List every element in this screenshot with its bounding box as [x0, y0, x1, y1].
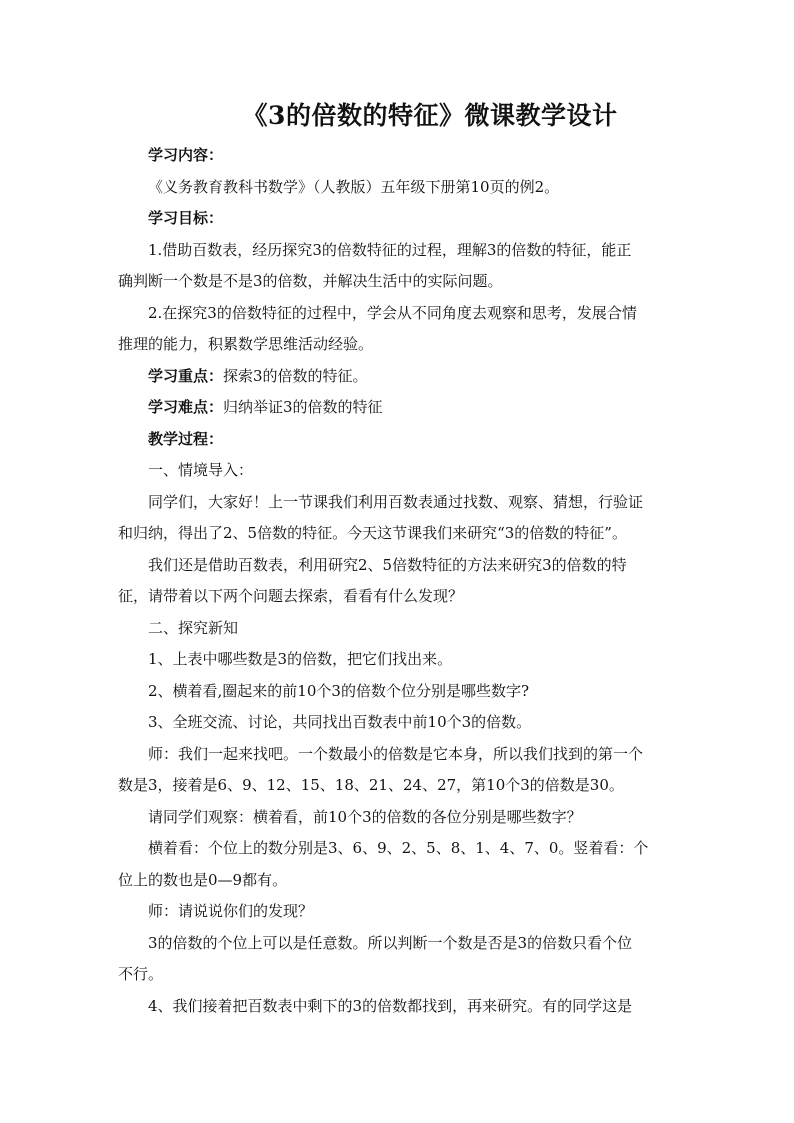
- conclusion-line-2: 不行。: [118, 965, 164, 983]
- content-heading: 学习内容：: [148, 146, 224, 164]
- difficulty-text: 归纳举证3的倍数的特征: [223, 398, 383, 416]
- teacher-2: 师：请说说你们的发现？: [148, 902, 314, 920]
- question-3: 3、全班交流、讨论，共同找出百数表中前10个3的倍数。: [148, 713, 532, 731]
- conclusion-line-1: 3的倍数的个位上可以是任意数。所以判断一个数是否是3的倍数只看个位: [148, 933, 633, 952]
- teacher-1-line-2: 数是3，接着是6、9、12、15、18、21、24、27，第10个3的倍数是30。: [118, 776, 624, 794]
- goal-2-line-2: 推理的能力，积累数学思维活动经验。: [118, 335, 374, 353]
- teacher-1-line-1: 师：我们一起来找吧。一个数最小的倍数是它本身，所以我们找到的第一个: [148, 744, 644, 763]
- key-point-text: 探索3的倍数的特征。: [223, 366, 368, 385]
- paragraph-2-line-1: 我们还是借助百数表，利用研究2、5倍数特征的方法来研究3的倍数的特: [148, 555, 627, 574]
- process-heading: 教学过程：: [148, 429, 224, 448]
- question-2: 2、横着看,圈起来的前10个3的倍数个位分别是哪些数字?: [148, 681, 529, 700]
- goal-1-line-2: 确判断一个数是不是3的倍数，并解决生活中的实际问题。: [118, 272, 503, 290]
- document-body: [118, 140, 678, 1022]
- question-4-line-1: 4、我们接着把百数表中剩下的3的倍数都找到，再来研究。有的同学这是: [148, 996, 633, 1015]
- part-2-heading: 二、探究新知: [148, 618, 239, 637]
- content-text: 《义务教育教科书数学》（人教版）五年级下册第10页的例2。: [148, 177, 560, 196]
- document-title: 《3的倍数的特征》微课教学设计: [242, 101, 618, 130]
- paragraph-2-line-2: 征，请带着以下两个问题去探索，看看有什么发现？: [118, 587, 464, 605]
- horizontal-line-1: 横着看：个位上的数分别是3、6、9、2、5、8、1、4、7、0。竖着看：个: [148, 839, 649, 857]
- goal-2-line-1: 2.在探究3的倍数特征的过程中，学会从不同角度去观察和思考，发展合情: [148, 303, 637, 322]
- difficulty: [118, 392, 678, 424]
- goals-heading: 学习目标：: [148, 209, 224, 227]
- observe-prompt: 请同学们观察：横着看，前10个3的倍数的各位分别是哪些数字？: [148, 807, 582, 826]
- key-point-label: 学习重点：: [148, 366, 224, 385]
- difficulty-label: 学习难点：: [148, 398, 224, 416]
- paragraph-1-line-1: 同学们，大家好！上一节课我们利用百数表通过找数、观察、猜想，行验证: [148, 492, 644, 511]
- question-1: 1、上表中哪些数是3的倍数，把它们找出来。: [148, 650, 453, 668]
- horizontal-line-2: 位上的数也是0—9都有。: [118, 870, 288, 889]
- key-point: [118, 361, 678, 393]
- part-1-heading: 一、情境导入：: [148, 461, 254, 479]
- paragraph-1-line-2: 和归纳，得出了2、5倍数的特征。今天这节课我们来研究“3的倍数的特征”。: [118, 524, 627, 542]
- goal-1-line-1: 1.借助百数表，经历探究3的倍数特征的过程，理解3的倍数的特征，能正: [148, 240, 632, 259]
